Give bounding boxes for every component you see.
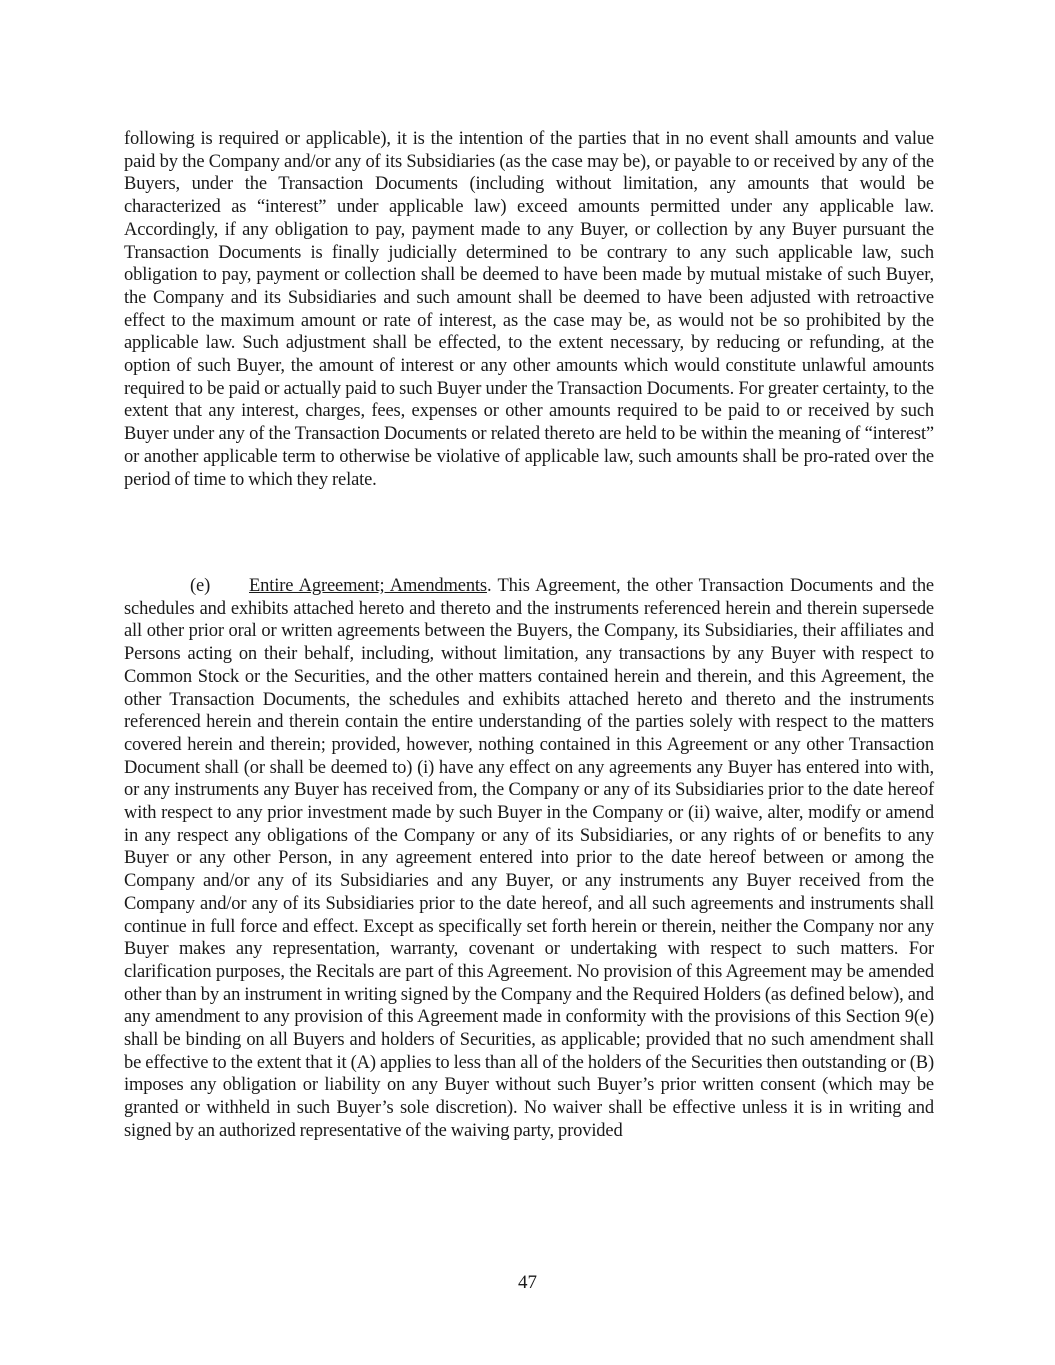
paragraph-interest-limitation: following is required or applicable), it is the intention of the parties that in no event shall amounts and value paid by the Company and/or any of its Subsidiaries (as the case may be), or payable to or received by any of the Buyers, under the Transaction Documents (including without limitation, any amounts that would be characterized as “interest” under applicable law) exceed amounts permitted under any applicable law. Accordingly, if any obligation to pay, payment made to any Buyer, or collection by any Buyer pursuant the Transaction Documents is finally judicially determined to be contrary to any such applicable law, such obligation to pay, payment or collection shall be deemed to have been made by mutual mistake of such Buyer, the Company and its Subsidiaries and such amount shall be deemed to have been adjusted with retroactive effect to the maximum amount or rate of interest, as the case may be, as would not be so prohibited by the applicable law. Such adjustment shall be effected, to the extent necessary, by reducing or refunding, at the option of such Buyer, the amount of interest or any other amounts which would constitute unlawful amounts required to be paid or actually paid to such Buyer under the Transaction Documents. For greater certainty, to the extent that any interest, charges, fees, expenses or other amounts required to be paid to or received by such Buyer under any of the Transaction Documents or related thereto are held to be within the meaning of “interest” or another applicable term to otherwise be violative of applicable law, such amounts shall be pro-rated over the period of time to which they relate. bbox=[124, 129, 934, 490]
section-heading: Entire Agreement; Amendments bbox=[249, 576, 487, 596]
section-heading-punct: . bbox=[486, 576, 492, 596]
section-number: (e) bbox=[190, 576, 211, 596]
section-body: This Agreement, the other Transaction Documents and the schedules and exhibits attached hereto and thereto and the instruments referenced herein and therein supersede all other prior oral or written agreements between the Buyers, the Company, its Subsidiaries, their affiliates and Persons acting on their behalf, including, without limitation, any transactions by any Buyer with respect to Common Stock or the Securities, and the other matters contained herein and therein, and this Agreement, the other Transaction Documents, the schedules and exhibits attached hereto and thereto and the instruments referenced herein and therein contain the entire understanding of the parties solely with respect to the matters covered herein and therein; provided, however, nothing contained in this Agreement or any other Transaction Document shall (or shall be deemed to) (i) have any effect on any agreements any Buyer has entered into with, or any instruments any Buyer has received from, the Company or any of its Subsidiaries prior to the date hereof with respect to any prior investment made by such Buyer in the Company or (ii) waive, alter, modify or amend in any respect any obligations of the Company or any of its Subsidiaries, or any rights of or benefits to any Buyer or any other Person, in any agreement entered into prior to the date hereof between or among the Company and/or any of its Subsidiaries and any Buyer, or any instruments any Buyer received from the Company and/or any of its Subsidiaries prior to the date hereof, and all such agreements and instruments shall continue in full force and effect. Except as specifically set forth herein or therein, neither the Company nor any Buyer makes any representation, warranty, covenant or undertaking with respect to such matters. For clarification purposes, the Recitals are part of this Agreement. No provision of this Agreement may be amended other than by an instrument in writing signed by the Company and the Required Holders (as defined below), and any amendment to any provision of this Agreement made in conformity with the provisions of this Section 9(e) shall be binding on all Buyers and holders of Securities, as applicable; provided that no such amendment shall be effective to the extent that it (A) applies to less than all of the holders of the Securities then outstanding or (B) imposes any obligation or liability on any Buyer without such Buyer’s prior written consent (which may be granted or withheld in such Buyer’s sole discretion). No waiver shall be effective unless it is in writing and signed by an authorized representative of the waiving party, provided bbox=[124, 576, 934, 1141]
page-number: 47 bbox=[518, 1272, 537, 1293]
section-e-paragraph bbox=[124, 575, 934, 1143]
